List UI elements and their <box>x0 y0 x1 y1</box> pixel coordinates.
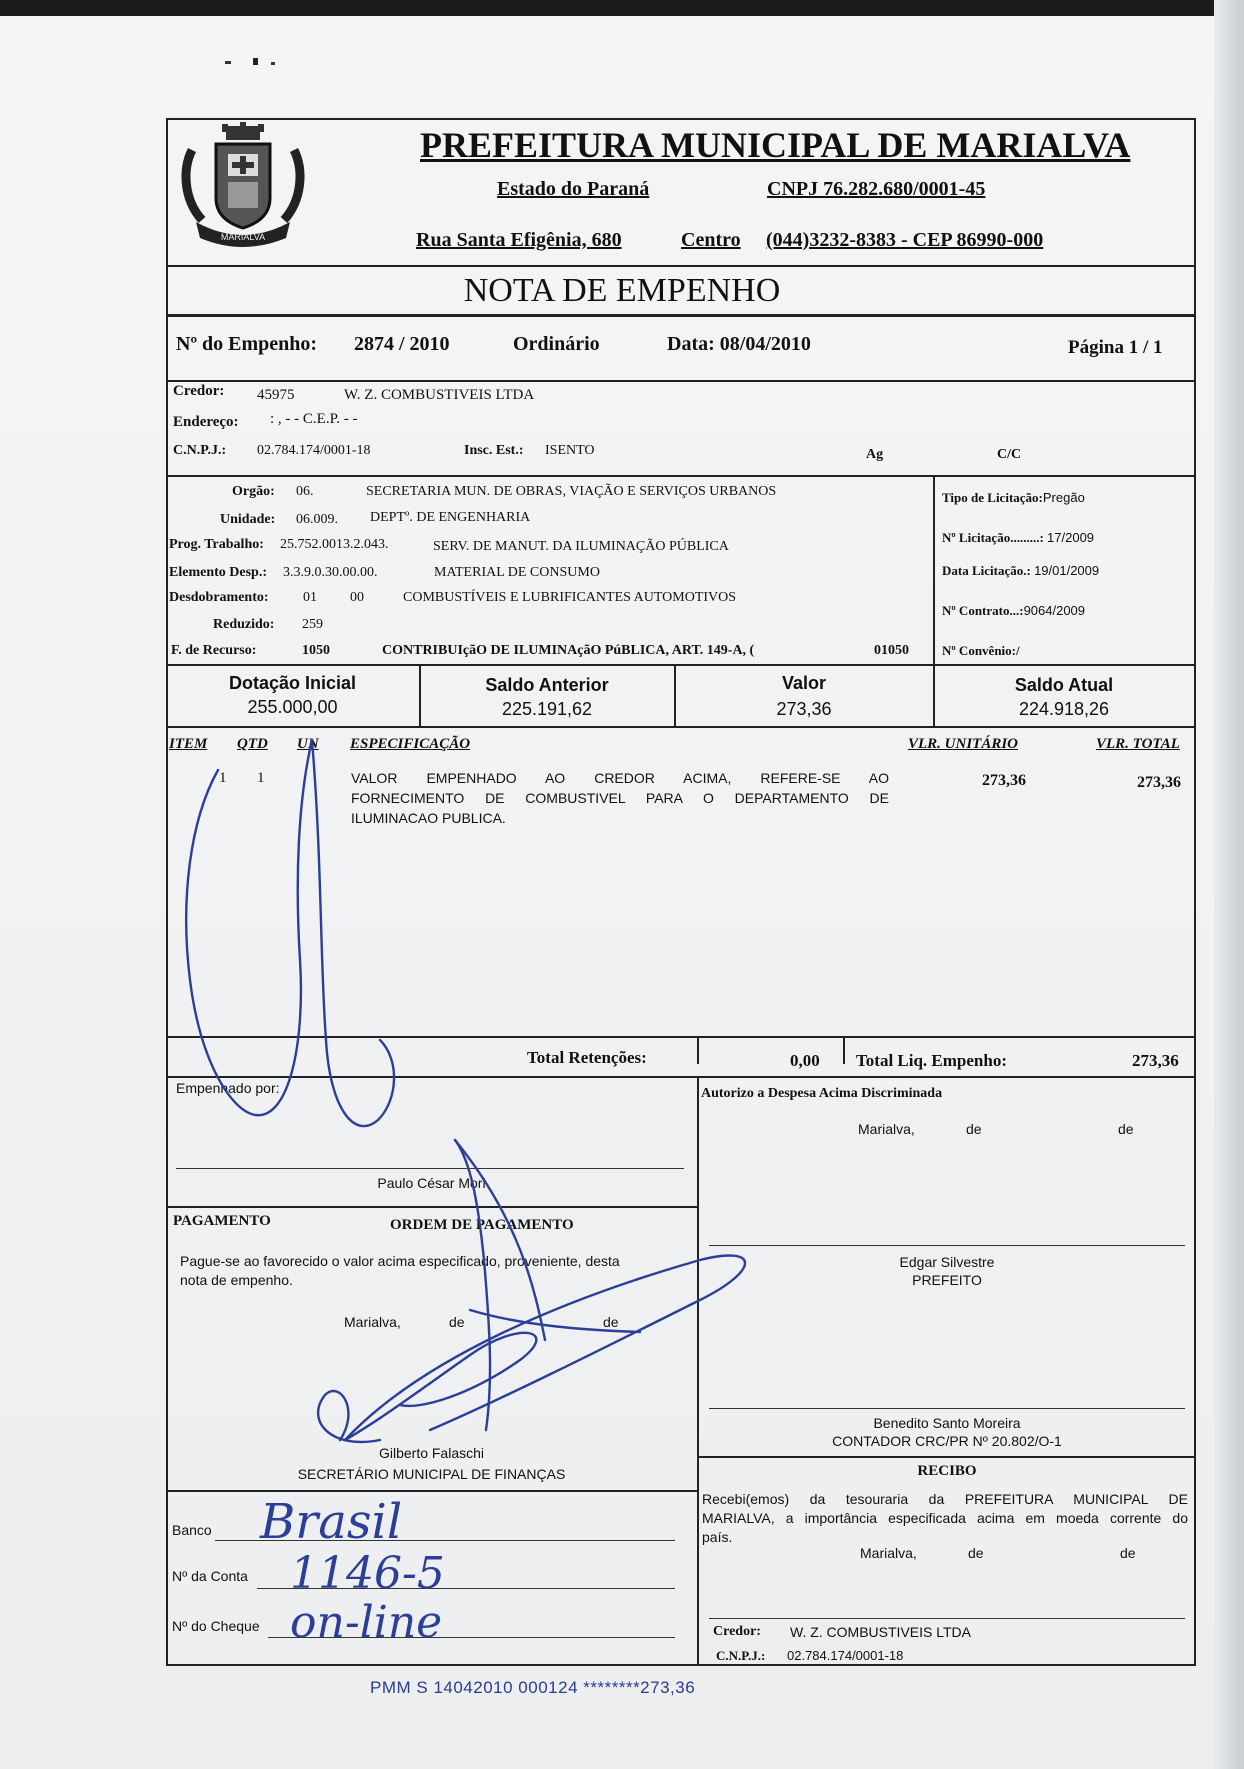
recibo-marialva: Marialva, <box>860 1545 917 1561</box>
prefeitura-title: PREFEITURA MUNICIPAL DE MARIALVA <box>420 125 1131 165</box>
item-spec-line-1: VALOR EMPENHADO AO CREDOR ACIMA, REFERE-SE AO <box>351 770 889 786</box>
valor-label: Valor <box>781 673 827 693</box>
orgao-desc: SECRETARIA MUN. DE OBRAS, VIAÇÃO E SERVIÇOS URBANOS <box>366 484 777 499</box>
tipo-licitacao-text: Tipo de Licitação: <box>942 490 1043 505</box>
empenhado-nome: Paulo César Mori <box>377 1175 486 1191</box>
phone-cep-label: (044)3232-8383 - CEP 86990-000 <box>766 229 1044 251</box>
item-vlr-total: 273,36 <box>1137 774 1181 791</box>
unidade-code: 06.009. <box>296 512 338 527</box>
empenhado-por-label: Empenhado por: <box>176 1080 280 1096</box>
autorizo-de-2: de <box>1118 1121 1134 1137</box>
secretario-cargo: SECRETÁRIO MUNICIPAL DE FINANÇAS <box>297 1466 566 1482</box>
pagamento-de-1: de <box>449 1314 465 1330</box>
total-liq-label: Total Liq. Empenho: <box>856 1051 1007 1070</box>
ordem-pagamento-label: ORDEM DE PAGAMENTO <box>390 1217 574 1233</box>
unidade-desc: DEPTº. DE ENGENHARIA <box>370 510 531 525</box>
col-header-item: ITEM <box>169 736 208 752</box>
desdobramento-code1: 01 <box>303 590 317 605</box>
recibo-credor-label: Credor: <box>713 1624 761 1639</box>
pagamento-de-2: de <box>603 1314 619 1330</box>
autorizo-de-1: de <box>966 1121 982 1137</box>
col-header-especificacao: ESPECIFICAÇÃO <box>350 736 471 752</box>
credor-label: Credor: <box>173 383 225 399</box>
recibo-line-1: Recebi(emos) da tesouraria da PREFEITURA MUNICIPAL DE <box>702 1491 1188 1507</box>
col-header-un: UN <box>297 736 319 752</box>
recibo-line-2: MARIALVA, a importância especificada acima em moeda corrente do <box>702 1510 1188 1526</box>
recibo-label: RECIBO <box>917 1463 977 1479</box>
endereco-value: : , - - C.E.P. - - <box>270 411 358 427</box>
fonte-recurso-desc: CONTRIBUIçãO DE ILUMINAçãO PúBLICA, ART. 149-A, ( <box>382 643 755 658</box>
elemento-desp-code: 3.3.9.0.30.00.00. <box>283 565 378 580</box>
prog-trabalho-code: 25.752.0013.2.043. <box>280 537 389 552</box>
centro-label: Centro <box>681 229 741 251</box>
unidade-label: Unidade: <box>220 512 276 527</box>
machine-stamp: PMM S 14042010 000124 ********273,36 <box>370 1678 696 1697</box>
reduzido-label: Reduzido: <box>213 617 275 632</box>
total-retencoes-value: 0,00 <box>790 1051 820 1070</box>
empenho-number-label: Nº do Empenho: <box>176 333 318 355</box>
prog-trabalho-label: Prog. Trabalho: <box>169 537 264 552</box>
banco-label: Banco <box>172 1522 212 1538</box>
recibo-de-2: de <box>1120 1545 1136 1561</box>
coat-of-arms-text: MARIALVA <box>220 232 266 242</box>
pagamento-label: PAGAMENTO <box>173 1213 271 1229</box>
prefeito-nome: Edgar Silvestre <box>899 1254 995 1270</box>
ag-label: Ag <box>866 447 884 462</box>
item-spec-line-2: FORNECIMENTO DE COMBUSTIVEL PARA O DEPARTAMENTO DE <box>351 790 889 806</box>
valor-value: 273,36 <box>776 699 832 719</box>
desdobramento-desc: COMBUSTÍVEIS E LUBRIFICANTES AUTOMOTIVOS <box>403 590 737 605</box>
pague-line-1: Pague-se ao favorecido o valor acima especificado, proveniente, desta <box>180 1253 620 1269</box>
conta-label: Nº da Conta <box>172 1568 248 1584</box>
elemento-desp-desc: MATERIAL DE CONSUMO <box>434 565 600 580</box>
dotacao-inicial-value: 255.000,00 <box>247 697 338 717</box>
insc-est-value: ISENTO <box>545 443 595 458</box>
saldo-anterior-value: 225.191,62 <box>501 699 593 719</box>
prog-trabalho-desc: SERV. DE MANUT. DA ILUMINAÇÃO PÚBLICA <box>433 539 729 554</box>
pagamento-marialva: Marialva, <box>344 1314 401 1330</box>
num-licitacao-value: 17/2009 <box>1047 530 1095 545</box>
total-retencoes-label: Total Retenções: <box>527 1048 647 1067</box>
col-header-vlr-unitario: VLR. UNITÁRIO <box>908 736 1019 752</box>
credor-code: 45975 <box>257 387 295 403</box>
recibo-cnpj-value: 02.784.174/0001-18 <box>787 1648 904 1663</box>
item-vlr-unitario: 273,36 <box>982 772 1026 789</box>
prefeito-cargo: PREFEITO <box>912 1272 982 1288</box>
secretario-nome: Gilberto Falaschi <box>378 1445 485 1461</box>
contrato-value: 9064/2009 <box>1023 603 1086 618</box>
contador-nome: Benedito Santo Moreira <box>873 1415 1021 1431</box>
col-header-qtd: QTD <box>237 736 268 752</box>
item-qtd: 1 <box>257 770 265 786</box>
insc-est-label: Insc. Est.: <box>464 443 524 458</box>
orgao-label: Orgão: <box>232 484 275 499</box>
empenho-date: Data: 08/04/2010 <box>667 333 811 355</box>
recibo-line-3: país. <box>702 1529 733 1545</box>
total-liq-value: 273,36 <box>1132 1051 1179 1070</box>
cc-label: C/C <box>997 447 1022 462</box>
estado-label: Estado do Paraná <box>497 178 650 200</box>
data-licitacao-value: 19/01/2009 <box>1034 563 1100 578</box>
recibo-cnpj-label: C.N.P.J.: <box>716 1648 766 1663</box>
fonte-recurso-code: 1050 <box>302 643 330 658</box>
endereco-label: Endereço: <box>173 414 239 430</box>
cnpj-label: CNPJ 76.282.680/0001-45 <box>767 178 986 200</box>
tipo-licitacao-value: Pregão <box>1042 490 1085 505</box>
convenio-label: Nº Convênio:/ <box>942 643 1020 658</box>
page-number: Página 1 / 1 <box>1068 337 1163 358</box>
fonte-recurso-label: F. de Recurso: <box>171 643 257 658</box>
contador-cargo: CONTADOR CRC/PR Nº 20.802/O-1 <box>832 1433 1062 1449</box>
cnpj-credor-label: C.N.P.J.: <box>173 443 227 458</box>
orgao-code: 06. <box>296 484 314 499</box>
reduzido-value: 259 <box>302 617 323 632</box>
autorizo-marialva: Marialva, <box>858 1121 915 1137</box>
desdobramento-label: Desdobramento: <box>169 590 269 605</box>
document-title: NOTA DE EMPENHO <box>463 272 781 309</box>
cheque-handwritten: on-line <box>290 1597 443 1648</box>
contrato-text: Nº Contrato...: <box>942 603 1024 618</box>
recibo-de-1: de <box>968 1545 984 1561</box>
banco-handwritten: Brasil <box>260 1494 403 1550</box>
item-spec-line-3: ILUMINACAO PUBLICA. <box>351 810 506 826</box>
col-header-vlr-total: VLR. TOTAL <box>1096 736 1180 752</box>
empenho-type: Ordinário <box>513 333 600 355</box>
item-number: 1 <box>219 770 227 786</box>
address-label: Rua Santa Efigênia, 680 <box>416 229 622 251</box>
cheque-label: Nº do Cheque <box>172 1618 260 1634</box>
desdobramento-code2: 00 <box>350 590 364 605</box>
recibo-credor-value: W. Z. COMBUSTIVEIS LTDA <box>790 1624 971 1640</box>
elemento-desp-label: Elemento Desp.: <box>169 565 267 580</box>
saldo-atual-label: Saldo Atual <box>1014 675 1114 695</box>
credor-name: W. Z. COMBUSTIVEIS LTDA <box>344 387 535 403</box>
autorizo-label: Autorizo a Despesa Acima Discriminada <box>701 1086 943 1101</box>
saldo-anterior-label: Saldo Anterior <box>485 675 609 695</box>
num-licitacao-text: Nº Licitação.........: <box>942 530 1044 545</box>
saldo-atual-value: 224.918,26 <box>1018 699 1110 719</box>
empenho-number: 2874 / 2010 <box>354 333 450 355</box>
fonte-recurso-code2: 01050 <box>874 643 909 658</box>
dotacao-inicial-label: Dotação Inicial <box>228 673 357 693</box>
conta-handwritten: 1146-5 <box>290 1548 445 1599</box>
data-licitacao-text: Data Licitação.: <box>942 563 1031 578</box>
pague-line-2: nota de empenho. <box>180 1272 293 1288</box>
cnpj-credor-value: 02.784.174/0001-18 <box>257 443 371 458</box>
